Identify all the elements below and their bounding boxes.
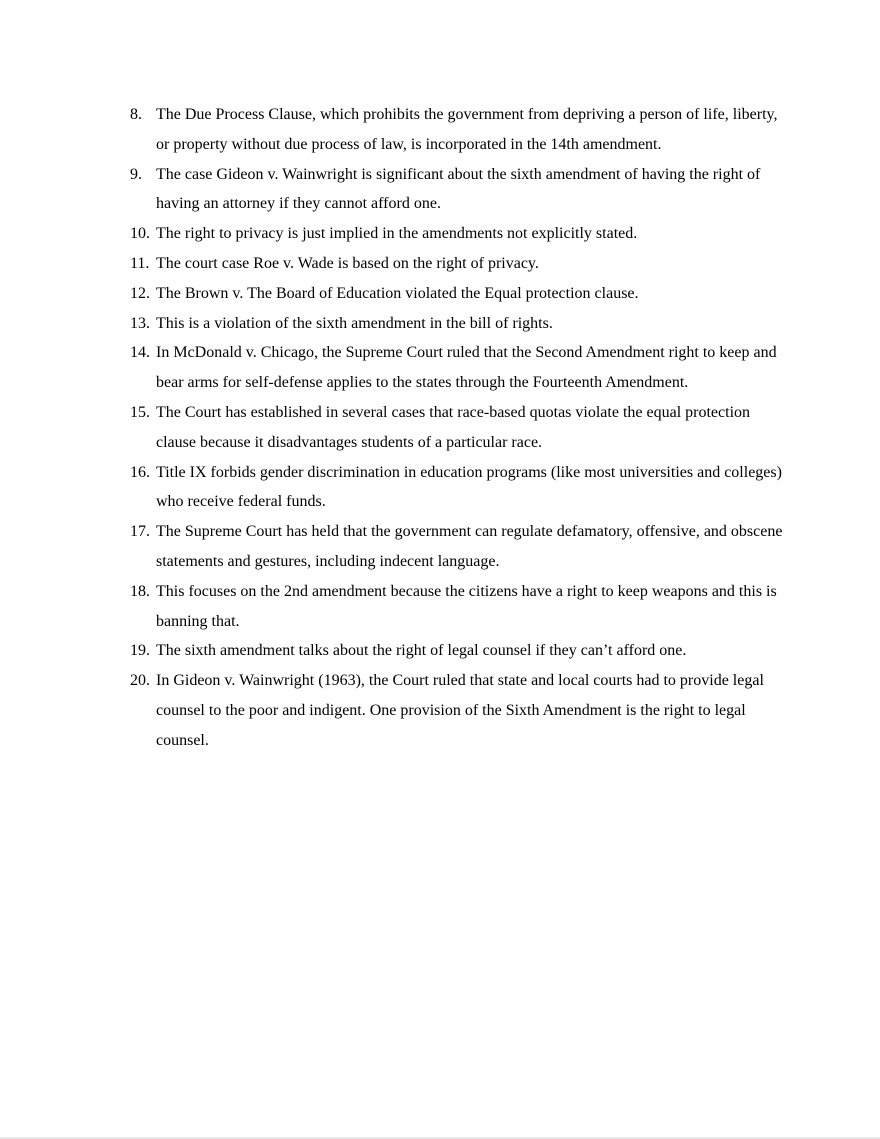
- item-number: 18.: [130, 582, 150, 600]
- item-text: In McDonald v. Chicago, the Supreme Court ruled that the Second Amendment right to keep and bear arms for self-defense applies to the states through the Fourteenth Amendment.: [156, 344, 777, 392]
- list-item: [130, 338, 790, 398]
- item-number: 11.: [130, 254, 150, 272]
- item-text: The Brown v. The Board of Education violated the Equal protection clause.: [156, 284, 639, 302]
- item-number: 10.: [130, 225, 150, 243]
- item-number: 20.: [130, 672, 150, 690]
- item-text: Title IX forbids gender discrimination in education programs (like most universities and colleges) who receive federal funds.: [156, 463, 782, 511]
- item-text: The right to privacy is just implied in the amendments not explicitly stated.: [156, 225, 638, 243]
- list-item: [130, 309, 790, 339]
- item-number: 12.: [130, 284, 150, 302]
- item-text: The case Gideon v. Wainwright is significant about the sixth amendment of having the right of having an attorney if they cannot afford one.: [156, 165, 761, 213]
- item-text: The Due Process Clause, which prohibits the government from depriving a person of life, liberty, or property without due process of law, is incorporated in the 14th amendment.: [156, 106, 778, 153]
- item-number: 9.: [130, 165, 142, 183]
- list-item: [130, 219, 790, 249]
- item-number: 13.: [130, 314, 150, 332]
- list-item: [130, 517, 790, 577]
- item-text: This is a violation of the sixth amendment in the bill of rights.: [156, 314, 553, 332]
- item-number: 8.: [130, 106, 142, 123]
- list-item: [130, 458, 790, 518]
- item-number: 19.: [130, 642, 150, 660]
- item-text: The Supreme Court has held that the government can regulate defamatory, offensive, and obscene statements and gestures, including indecent language.: [156, 523, 783, 570]
- item-number: 15.: [130, 403, 150, 421]
- list-item: [130, 636, 790, 666]
- item-number: 16.: [130, 463, 150, 481]
- list-item: [130, 577, 790, 637]
- list-item: [130, 249, 790, 279]
- answer-list: [130, 100, 790, 756]
- item-text: The sixth amendment talks about the right of legal counsel if they can’t afford one.: [156, 642, 687, 660]
- list-item: [130, 160, 790, 220]
- item-text: This focuses on the 2nd amendment because the citizens have a right to keep weapons and this is banning that.: [156, 582, 777, 630]
- list-item: [130, 100, 790, 160]
- list-item: [130, 398, 790, 458]
- item-text: In Gideon v. Wainwright (1963), the Court ruled that state and local courts had to provide legal counsel to the poor and indigent. One provision of the Sixth Amendment is the right to legal counsel.: [156, 672, 764, 749]
- list-item: [130, 279, 790, 309]
- list-item: [130, 666, 790, 755]
- item-text: The court case Roe v. Wade is based on the right of privacy.: [156, 254, 539, 272]
- item-number: 14.: [130, 344, 150, 362]
- item-text: The Court has established in several cases that race-based quotas violate the equal protection clause because it disadvantages students of a particular race.: [156, 403, 751, 451]
- item-number: 17.: [130, 523, 150, 541]
